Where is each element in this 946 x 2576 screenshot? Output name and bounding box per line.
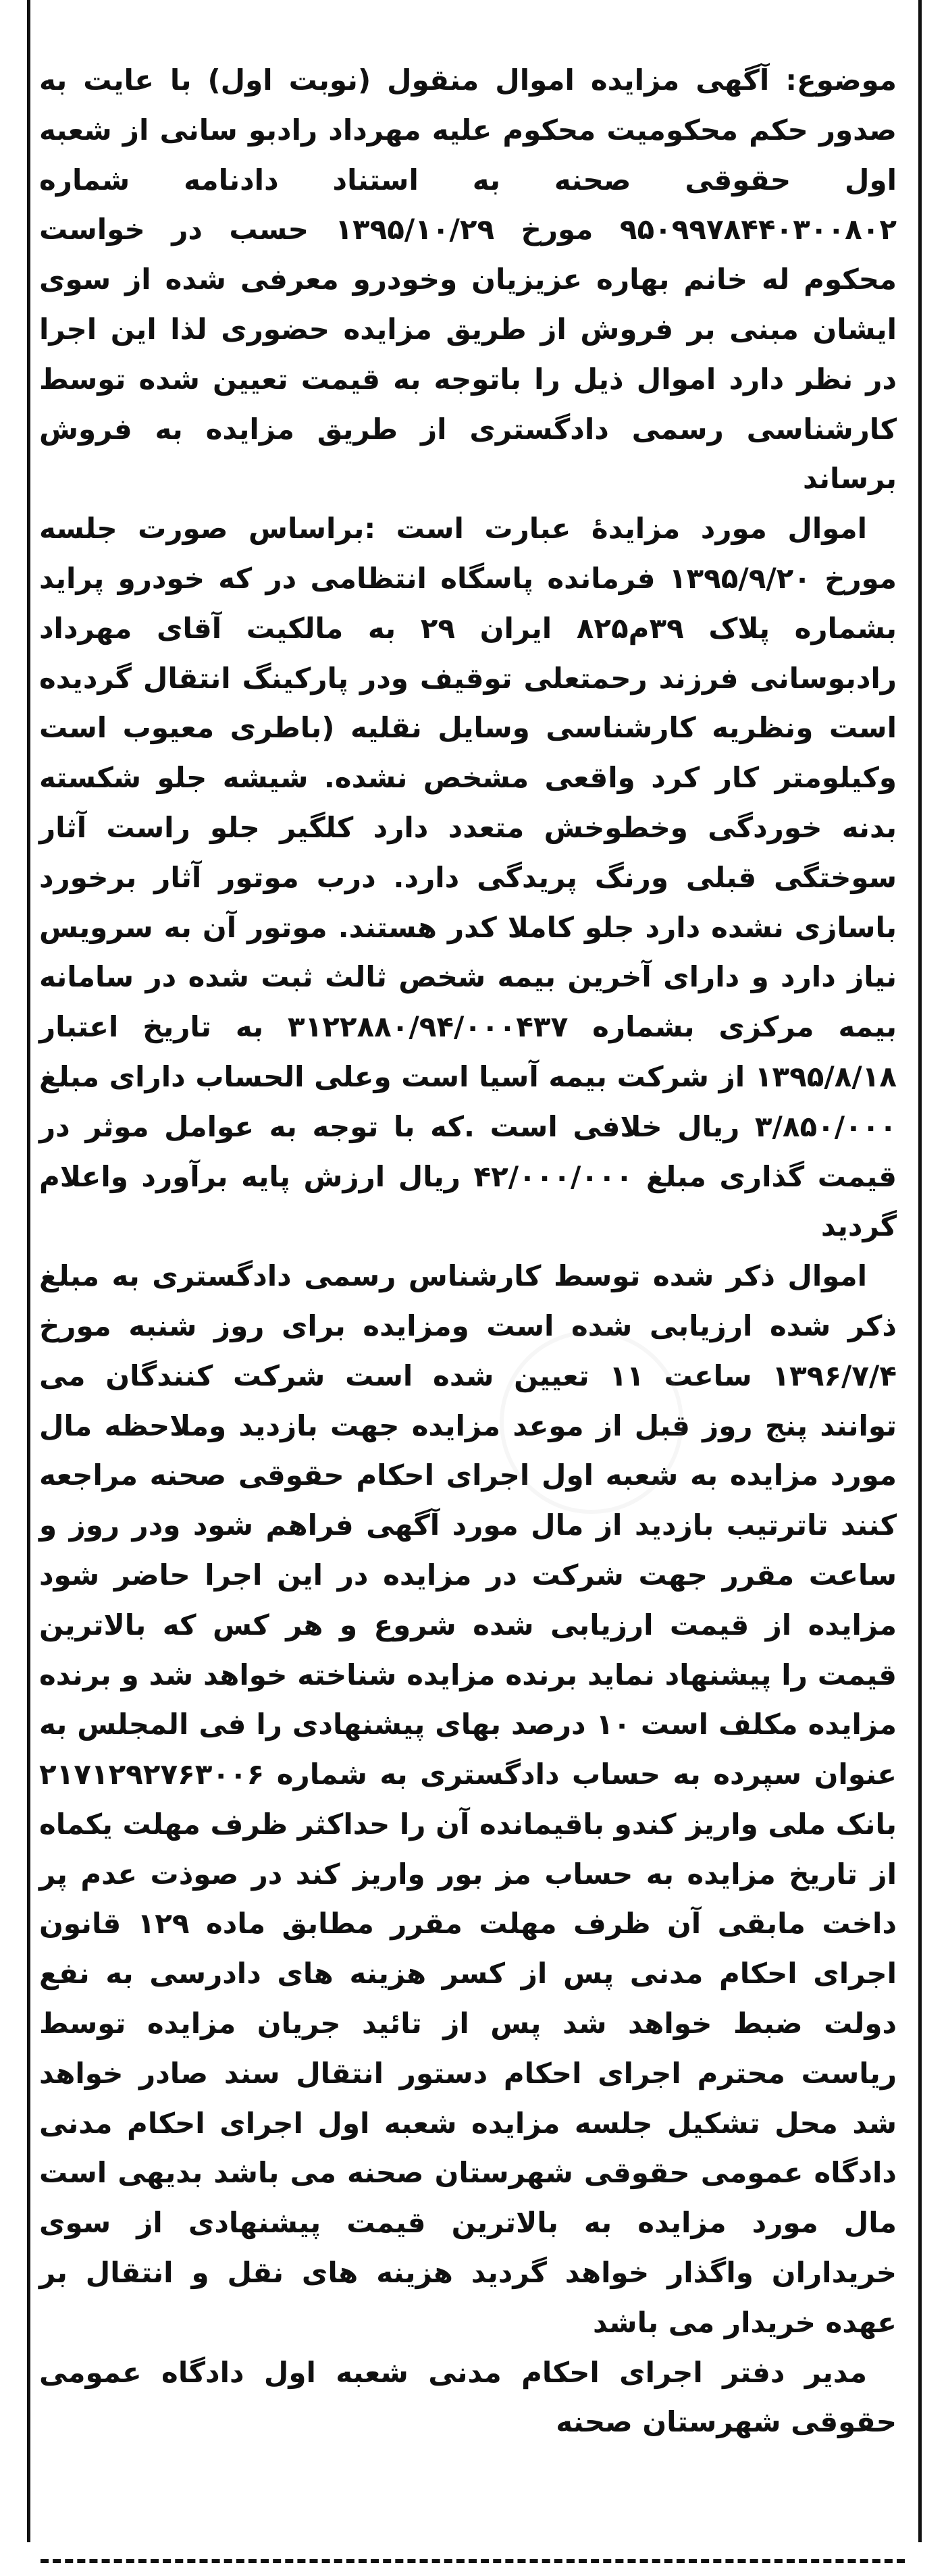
auction-notice xyxy=(39,55,897,2447)
auction-terms-paragraph: اموال ذکر شده توسط کارشناس رسمی دادگستری به مبلغ ذکر شده ارزیابی شده است ومزایده برای روز شنبه مورخ ۱۳۹۶/۷/۴ ساعت ۱۱ تعیین شده است شرکت کنندگان می توانند پنج روز قبل از موعد مزایده جهت بازدید وملاحظه مال مورد مزایده به شعبه اول اجرای احکام حقوقی صحنه مراجعه کنند تاترتیب بازدید از مال مورد آگهی فراهم شود ودر روز و ساعت مقرر جهت شرکت در مزایده در این اجرا حاضر شود مزایده از قیمت ارزیابی شده شروع و هر کس که بالاترین قیمت را پیشنهاد نماید برنده مزایده شناخته خواهد شد و برنده مزایده مکلف است ۱۰ درصد بهای پیشنهادی را فی المجلس به عنوان سپرده به حساب دادگستری به شماره ۲۱۷۱۲۹۲۷۶۳۰۰۶ بانک ملی واریز کندو باقیمانده آن را حداکثر ظرف مهلت یکماه از تاریخ مزایده به حساب مز بور واریز کند در صوذت عدم پر داخت مابقی آن ظرف مهلت مقرر مطابق ماده ۱۲۹ قانون اجرای احکام مدنی پس از کسر هزینه های دادرسی به نفع دولت ضبط خواهد شد پس از تائید جریان مزایده توسط ریاست محترم اجرای احکام دستور انتقال سند صادر خواهد شد محل تشکیل جلسه مزایده شعبه اول اجرای احکام مدنی دادگاه عمومی حقوقی شهرستان صحنه می باشد بدیهی است مال مورد مزایده به بالاترین قیمت پیشنهادی از سوی خریداران واگذار خواهد گردید هزینه های نقل و انتقال بر عهده خریدار می باشد xyxy=(39,1259,897,2339)
left-border-rule xyxy=(27,0,30,2542)
right-border-rule xyxy=(918,0,922,2542)
notice-subject-paragraph: موضوع: آگهی مزایده اموال منقول (نوبت اول) با عایت به صدور حکم محکومیت محکوم علیه مهرداد رادبو سانی از شعبه اول حقوقی صحنه به استناد دادنامه شماره ۹۵۰۹۹۷۸۴۴۰۳۰۰۸۰۲ مورخ ۱۳۹۵/۱۰/۲۹ حسب در خواست محکوم له خانم بهاره عزیزیان وخودرو معرفی شده از سوی ایشان مبنی بر فروش از طریق مزایده حضوری لذا این اجرا در نظر دارد اموال ذیل را باتوجه به قیمت تعیین شده توسط کارشناسی رسمی دادگستری از طریق مزایده به فروش برساند xyxy=(39,63,897,496)
signature-block: مدیر دفتر اجرای احکام مدنی شعبه اول دادگاه عمومی حقوقی شهرستان صحنه xyxy=(39,2355,897,2439)
bottom-dashed-rule xyxy=(41,2559,905,2563)
property-description-paragraph: اموال مورد مزایدهٔ عبارت است :براساس صورت جلسه مورخ ۱۳۹۵/۹/۲۰ فرمانده پاسگاه انتظامی در که خودرو پراید بشماره پلاک ۳۹م۸۲۵ ایران ۲۹ به مالکیت آقای مهرداد رادبوسانی فرزند رحمتعلی توقیف ودر پارکینگ انتقال گردیده است ونظریه کارشناسی وسایل نقلیه (باطری معیوب است وکیلومتر کار کرد واقعی مشخص نشده. شیشه جلو شکسته بدنه خوردگی وخطوخش متعدد دارد کلگیر جلو راست آثار سوختگی قبلی ورنگ پریدگی دارد. درب موتور آثار برخورد باسازی نشده دارد جلو کاملا کدر هستند. موتور آن به سرویس نیاز دارد و دارای آخرین بیمه شخص ثالث ثبت شده در سامانه بیمه مرکزی بشماره ۳۱۲۲۸۸۰/۹۴/۰۰۰۴۳۷ به تاریخ اعتبار ۱۳۹۵/۸/۱۸ از شرکت بیمه آسیا است وعلی الحساب دارای مبلغ ۳/۸۵۰/۰۰۰ ریال خلافی است .که با توجه به عوامل موثر در قیمت گذاری مبلغ ۴۲/۰۰۰/۰۰۰ ریال ارزش پایه برآورد واعلام گردید xyxy=(39,512,897,1243)
